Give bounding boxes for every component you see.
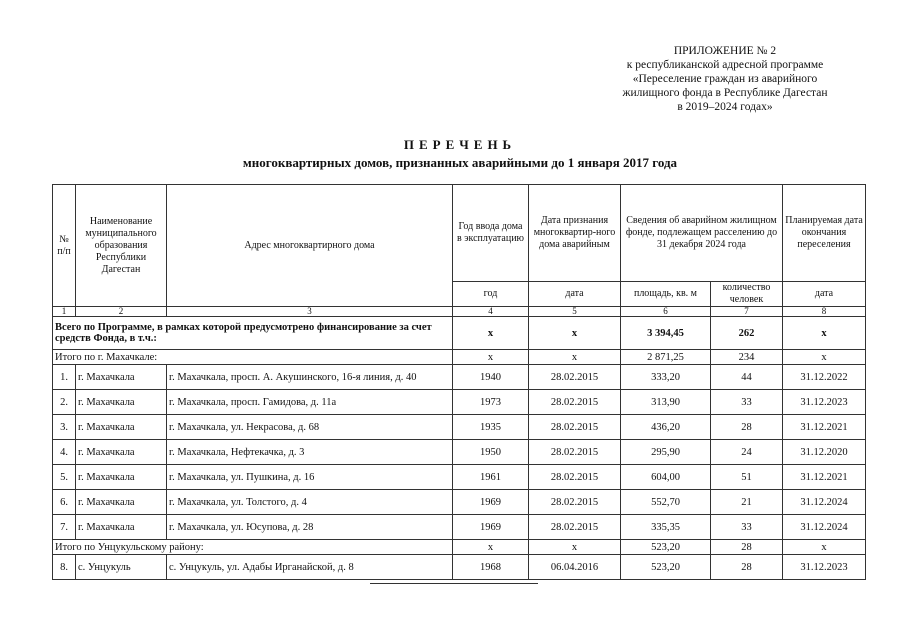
row-end: 31.12.2023 (783, 390, 866, 415)
row-end: 31.12.2020 (783, 440, 866, 465)
row-municipality: г. Махачкала (76, 465, 167, 490)
column-number: 1 (53, 307, 76, 317)
total-makhachkala-people: 234 (711, 350, 783, 365)
row-municipality: г. Махачкала (76, 515, 167, 540)
row-end: 31.12.2021 (783, 465, 866, 490)
row-year: 1968 (453, 555, 529, 580)
row-area: 295,90 (621, 440, 711, 465)
total-untsukul-label: Итого по Унцукульскому району: (53, 540, 453, 555)
appendix-line: ПРИЛОЖЕНИЕ № 2 (673, 45, 777, 57)
total-makhachkala-area: 2 871,25 (621, 350, 711, 365)
column-number: 5 (529, 307, 621, 317)
row-address: с. Унцукуль, ул. Адабы Ирганайской, д. 8 (167, 555, 453, 580)
row-people: 28 (711, 415, 783, 440)
header-row (53, 185, 866, 282)
row-area: 523,20 (621, 555, 711, 580)
row-end: 31.12.2023 (783, 555, 866, 580)
row-people: 51 (711, 465, 783, 490)
table-row (53, 465, 866, 490)
total-program-people: 262 (711, 317, 783, 350)
row-num: 4. (53, 440, 76, 465)
row-municipality: г. Махачкала (76, 490, 167, 515)
row-municipality: с. Унцукуль (76, 555, 167, 580)
total-program-end: x (783, 317, 866, 350)
row-num: 5. (53, 465, 76, 490)
row-num: 8. (53, 555, 76, 580)
subheader-end-date: дата (783, 282, 866, 307)
row-municipality: г. Махачкала (76, 415, 167, 440)
table-row (53, 490, 866, 515)
row-people: 33 (711, 390, 783, 415)
total-program-date: x (529, 317, 621, 350)
total-program-year: x (453, 317, 529, 350)
row-address: г. Махачкала, ул. Пушкина, д. 16 (167, 465, 453, 490)
row-municipality: г. Махачкала (76, 365, 167, 390)
header-address: Адрес многоквартирного дома (167, 185, 453, 307)
subheader-area: площадь, кв. м (621, 282, 711, 307)
total-program-area: 3 394,45 (621, 317, 711, 350)
appendix-heading (560, 44, 890, 114)
row-date: 28.02.2015 (529, 490, 621, 515)
column-number: 8 (783, 307, 866, 317)
subheader-date: дата (529, 282, 621, 307)
column-number: 2 (76, 307, 167, 317)
table-row (53, 515, 866, 540)
table-row (53, 390, 866, 415)
column-number: 4 (453, 307, 529, 317)
column-number: 7 (711, 307, 783, 317)
appendix-line: к республиканской адресной программе (626, 59, 824, 71)
row-address: г. Махачкала, ул. Юсупова, д. 28 (167, 515, 453, 540)
row-address: г. Махачкала, просп. А. Акушинского, 16-я линия, д. 40 (167, 365, 453, 390)
row-area: 604,00 (621, 465, 711, 490)
title-main: ПЕРЕЧЕНЬ (403, 137, 517, 152)
total-makhachkala-end: x (783, 350, 866, 365)
row-year: 1973 (453, 390, 529, 415)
housing-table (52, 184, 866, 580)
row-year: 1969 (453, 490, 529, 515)
row-people: 28 (711, 555, 783, 580)
row-people: 21 (711, 490, 783, 515)
row-date: 28.02.2015 (529, 440, 621, 465)
row-num: 1. (53, 365, 76, 390)
row-year: 1940 (453, 365, 529, 390)
row-year: 1935 (453, 415, 529, 440)
total-untsukul-end: x (783, 540, 866, 555)
row-end: 31.12.2024 (783, 490, 866, 515)
row-date: 06.04.2016 (529, 555, 621, 580)
row-area: 436,20 (621, 415, 711, 440)
title-subtitle: многоквартирных домов, признанных аварийными до 1 января 2017 года (242, 155, 678, 170)
total-program-row (53, 317, 866, 350)
row-num: 3. (53, 415, 76, 440)
row-year: 1961 (453, 465, 529, 490)
total-makhachkala-label: Итого по г. Махачкале: (53, 350, 453, 365)
row-municipality: г. Махачкала (76, 440, 167, 465)
row-date: 28.02.2015 (529, 465, 621, 490)
row-date: 28.02.2015 (529, 515, 621, 540)
total-untsukul-row (53, 540, 866, 555)
row-people: 33 (711, 515, 783, 540)
row-num: 7. (53, 515, 76, 540)
row-people: 44 (711, 365, 783, 390)
header-date-emergency: Дата признания многоквартир-ного дома аварийным (529, 185, 621, 282)
row-address: г. Махачкала, просп. Гамидова, д. 11а (167, 390, 453, 415)
table-row (53, 440, 866, 465)
row-end: 31.12.2024 (783, 515, 866, 540)
header-year-commissioning: Год ввода дома в эксплуатацию (453, 185, 529, 282)
row-address: г. Махачкала, Нефтекачка, д. 3 (167, 440, 453, 465)
row-area: 552,70 (621, 490, 711, 515)
row-area: 333,20 (621, 365, 711, 390)
table-row (53, 365, 866, 390)
row-end: 31.12.2022 (783, 365, 866, 390)
row-address: г. Махачкала, ул. Некрасова, д. 68 (167, 415, 453, 440)
total-untsukul-date: x (529, 540, 621, 555)
footer-divider (370, 583, 538, 584)
row-date: 28.02.2015 (529, 390, 621, 415)
total-program-label: Всего по Программе, в рамках которой предусмотрено финансирование за счет средств Фонда, в т.ч.: (53, 317, 453, 350)
row-municipality: г. Махачкала (76, 390, 167, 415)
row-date: 28.02.2015 (529, 415, 621, 440)
row-address: г. Махачкала, ул. Толстого, д. 4 (167, 490, 453, 515)
row-area: 313,90 (621, 390, 711, 415)
subheader-people: количество человек (711, 282, 783, 307)
total-makhachkala-row (53, 350, 866, 365)
row-people: 24 (711, 440, 783, 465)
row-year: 1950 (453, 440, 529, 465)
appendix-line: «Переселение граждан из аварийного (632, 73, 818, 85)
row-num: 2. (53, 390, 76, 415)
row-end: 31.12.2021 (783, 415, 866, 440)
column-number-row (53, 307, 866, 317)
header-municipality: Наименование муниципального образования Республики Дагестан (76, 185, 167, 307)
appendix-line: жилищного фонда в Республике Дагестан (622, 87, 828, 99)
document-title (30, 136, 890, 172)
row-area: 335,35 (621, 515, 711, 540)
header-planned-end: Планируемая дата окончания переселения (783, 185, 866, 282)
column-number: 3 (167, 307, 453, 317)
column-number: 6 (621, 307, 711, 317)
row-year: 1969 (453, 515, 529, 540)
table-row (53, 555, 866, 580)
appendix-line: в 2019–2024 годах» (677, 101, 773, 113)
row-date: 28.02.2015 (529, 365, 621, 390)
subheader-year: год (453, 282, 529, 307)
total-untsukul-people: 28 (711, 540, 783, 555)
total-untsukul-year: x (453, 540, 529, 555)
total-makhachkala-date: x (529, 350, 621, 365)
header-num: № п/п (53, 185, 76, 307)
row-num: 6. (53, 490, 76, 515)
total-untsukul-area: 523,20 (621, 540, 711, 555)
total-makhachkala-year: x (453, 350, 529, 365)
header-info-group: Сведения об аварийном жилищном фонде, подлежащем расселению до 31 декабря 2024 года (621, 185, 783, 282)
table-row (53, 415, 866, 440)
